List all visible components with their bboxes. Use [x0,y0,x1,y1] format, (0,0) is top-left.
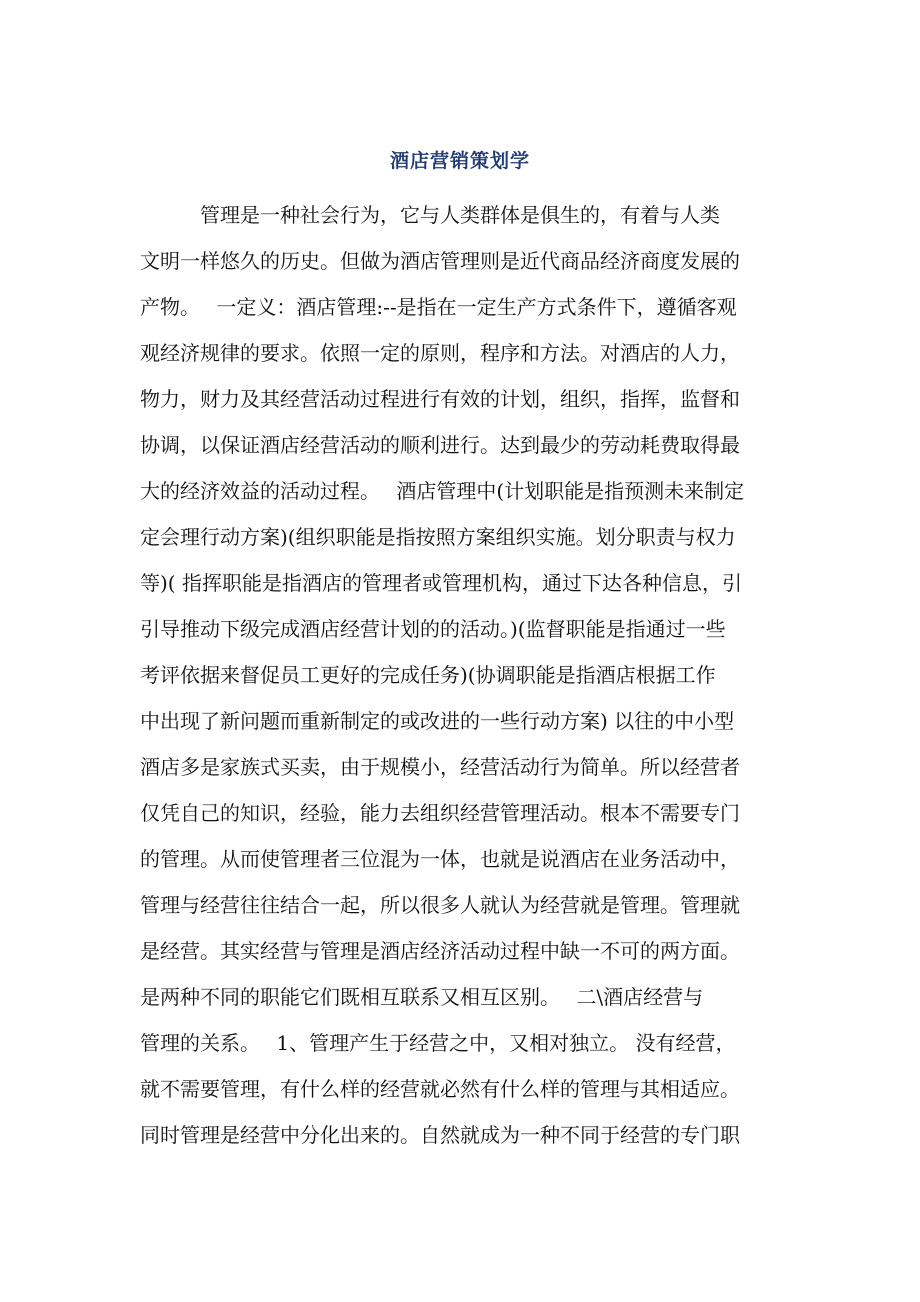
text-line: 产物。 一定义：酒店管理:--是指在一定生产方式条件下，遵循客观 [140,295,737,319]
text-line: 就不需要管理，有什么样的经营就必然有什么样的管理与其相适应。 [140,1077,740,1101]
text-line: 是经营。其实经营与管理是酒店经济活动过程中缺一不可的两方面。 [140,939,740,963]
document-body [140,192,805,1158]
text-line: 是两种不同的职能它们既相互联系又相互区别。 二\酒店经营与 [140,985,704,1009]
text-line: 文明一样悠久的历史。但做为酒店管理则是近代商品经济商度发展的 [140,249,740,273]
document-title: 酒店营销策划学 [389,150,530,172]
text-line: 管理是一种社会行为，它与人类群体是俱生的，有着与人类 [140,203,720,227]
text-line: 中出现了新问题而重新制定的或改进的一些行动方案) 以往的中小型 [140,709,735,733]
text-line: 大的经济效益的活动过程。 酒店管理中(计划职能是指预测未来制定 [140,479,745,503]
text-line: 同时管理是经营中分化出来的。自然就成为一种不同于经营的专门职 [140,1123,740,1147]
text-line: 考评依据来督促员工更好的完成任务)(协调职能是指酒店根据工作 [140,663,716,687]
text-line: 等)( 指挥职能是指酒店的管理者或管理机构，通过下达各种信息，引 [140,571,742,595]
text-line: 管理与经营往往结合一起，所以很多人就认为经营就是管理。管理就 [140,893,740,917]
text-line: 管理的关系。 1、管理产生于经营之中，又相对独立。 没有经营， [140,1031,736,1055]
text-line: 物力，财力及其经营活动过程进行有效的计划，组织，指挥，监督和 [140,387,740,411]
text-line: 协调，以保证酒店经营活动的顺利进行。达到最少的劳动耗费取得最 [140,433,740,457]
text-line: 仅凭自己的知识，经验，能力去组织经营管理活动。根本不需要专门 [140,801,740,825]
text-line: 定会理行动方案)(组织职能是指按照方案组织实施。划分职责与权力 [140,525,736,549]
text-line: 引导推动下级完成酒店经营计划的的活动。)(监督职能是指通过一些 [140,617,726,641]
text-line: 酒店多是家族式买卖，由于规模小，经营活动行为简单。所以经营者 [140,755,740,779]
text-line: 观经济规律的要求。依照一定的原则，程序和方法。对酒店的人力， [140,341,740,365]
text-line: 的管理。从而使管理者三位混为一体，也就是说酒店在业务活动中， [140,847,740,871]
